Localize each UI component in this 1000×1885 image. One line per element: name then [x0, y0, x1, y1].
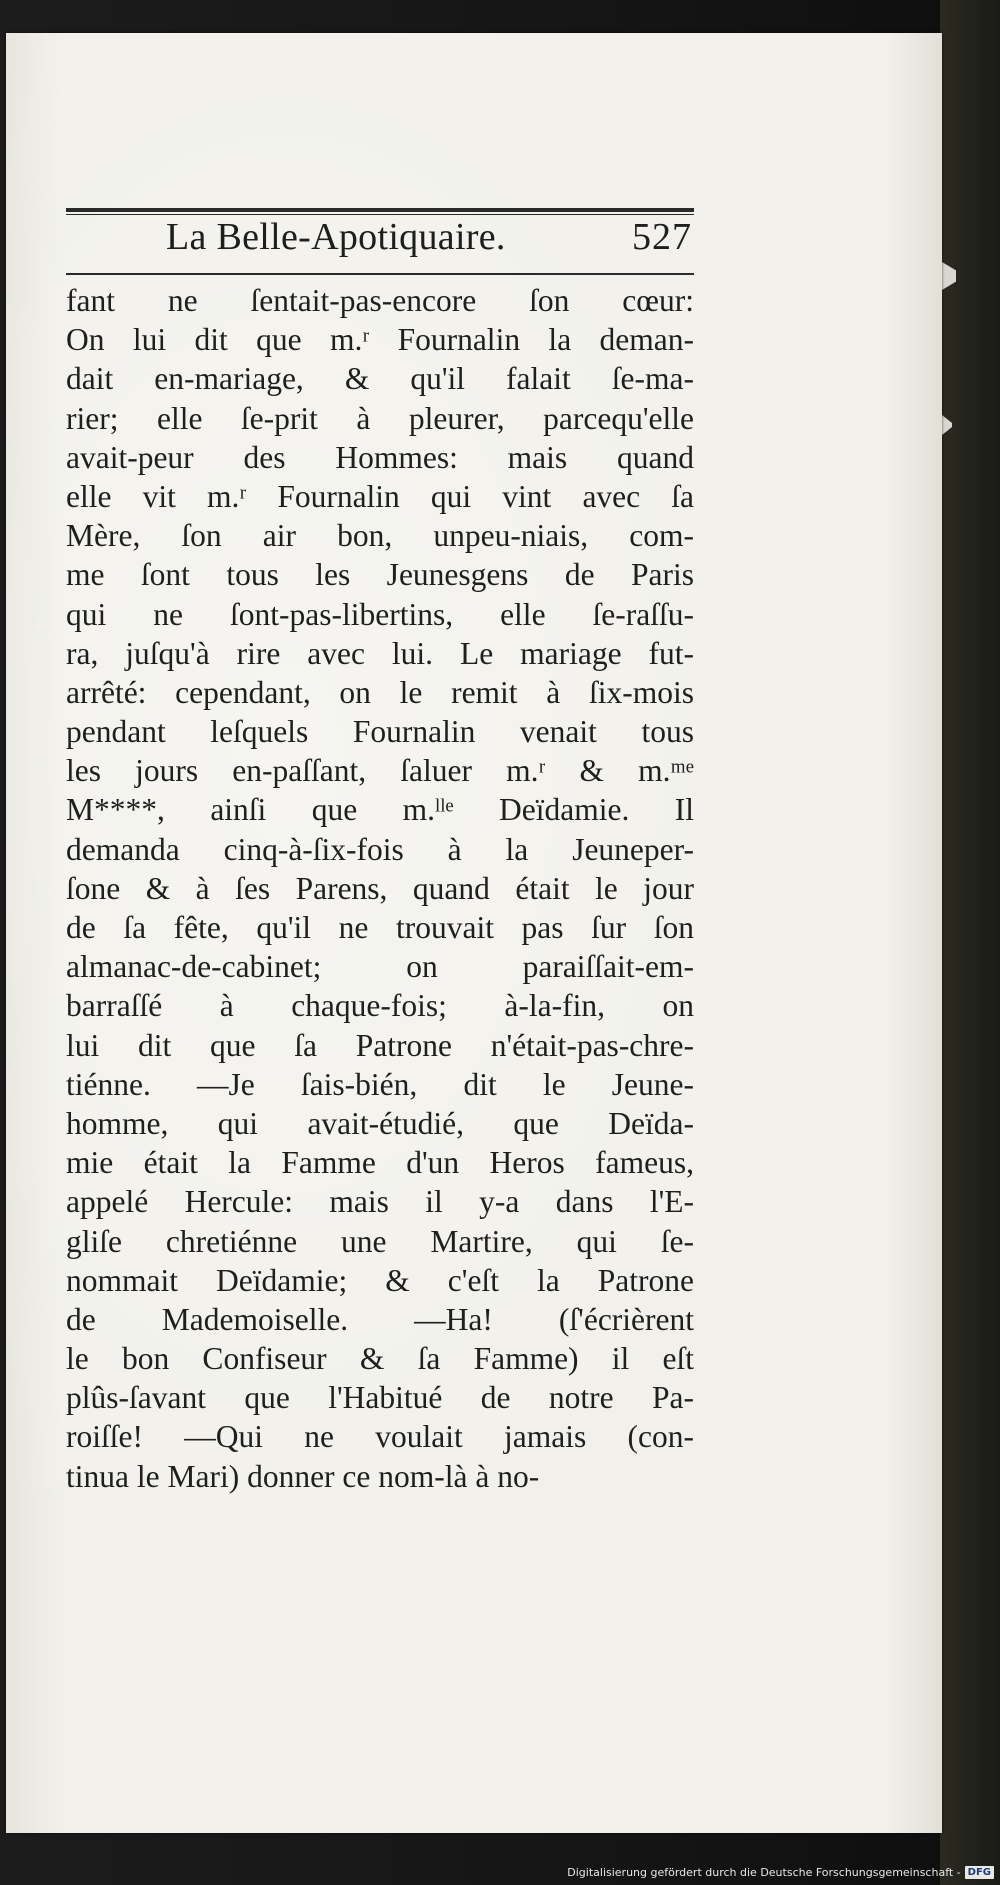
text-line: de ſa fête, qu'il ne trouvait pas ſur ſon [66, 910, 694, 945]
text-line: avait-peur des Hommes: mais quand [66, 439, 694, 475]
text-line: pendant leſquels Fournalin venait tous [66, 714, 694, 750]
dfg-logo: DFG [965, 1866, 994, 1879]
header-rule-top [66, 208, 694, 215]
page-content [66, 208, 694, 1496]
body-text [66, 281, 694, 1496]
text-line: nommait Deïdamie; & c'eſt la Patrone [66, 1262, 694, 1298]
text-line: de Mademoiselle. —Ha! (ſ'écrièrent [66, 1301, 694, 1337]
text-line: ra, juſqu'à rire avec lui. Le mariage fut- [66, 635, 694, 671]
text-line: dait en-mariage, & qu'il falait ſe-ma- [66, 361, 694, 397]
text-line: demanda cinq-à-ſix-fois à la Jeuneper- [66, 831, 694, 867]
header-rule-bottom [66, 273, 694, 275]
text-line: elle vit m.ʳ Fournalin qui vint avec ſa [66, 478, 694, 514]
text-line: ſone & à ſes Parens, quand était le jour [66, 870, 694, 906]
text-line: le bon Confiseur & ſa Famme) il eſt [66, 1341, 694, 1377]
text-line: plûs-ſavant que l'Habitué de notre Pa- [66, 1380, 694, 1416]
text-line: tiénne. —Je ſais-bién, dit le Jeune- [66, 1066, 694, 1102]
text-line: M****, ainſi que m.ˡˡᵉ Deïdamie. Il [66, 792, 694, 828]
text-line: tinua le Mari) donner ce nom-là à no- [66, 1458, 540, 1494]
text-line: almanac-de-cabinet; on paraiſſait-em- [66, 949, 694, 985]
credit-text: Digitalisierung gefördert durch die Deutsche Forschungsgemeinschaft - [567, 1866, 961, 1879]
text-line: On lui dit que m.ʳ Fournalin la deman- [66, 322, 694, 358]
running-title: La Belle-Apotiquaire. [166, 216, 506, 258]
page-number: 527 [632, 216, 692, 258]
text-line: qui ne ſont-pas-libertins, elle ſe-raſſu- [66, 596, 694, 632]
text-line: Mère, ſon air bon, unpeu-niais, com- [66, 518, 694, 554]
text-line: rier; elle ſe-prit à pleurer, parcequ'elle [66, 400, 694, 436]
text-line: homme, qui avait-étudié, que Deïda- [66, 1105, 694, 1141]
text-line: lui dit que ſa Patrone n'était-pas-chre- [66, 1027, 694, 1063]
text-line: les jours en-paſſant, ſaluer m.ʳ & m.ᵐᵉ [66, 753, 694, 789]
text-line: arrêté: cependant, on le remit à ſix-mois [66, 674, 694, 710]
digitization-credit [567, 1866, 994, 1879]
text-line: barraſſé à chaque-fois; à-la-fin, on [66, 988, 694, 1024]
text-line: fant ne ſentait-pas-encore ſon cœur: [66, 283, 694, 318]
book-page [6, 33, 942, 1833]
running-header [66, 215, 694, 273]
text-line: roiſſe! —Qui ne voulait jamais (con- [66, 1419, 694, 1455]
text-line: me ſont tous les Jeunesgens de Paris [66, 557, 694, 593]
text-line: appelé Hercule: mais il y-a dans l'E- [66, 1184, 694, 1220]
text-line: mie était la Famme d'un Heros fameus, [66, 1145, 694, 1181]
text-line: gliſe chretiénne une Martire, qui ſe- [66, 1223, 694, 1259]
